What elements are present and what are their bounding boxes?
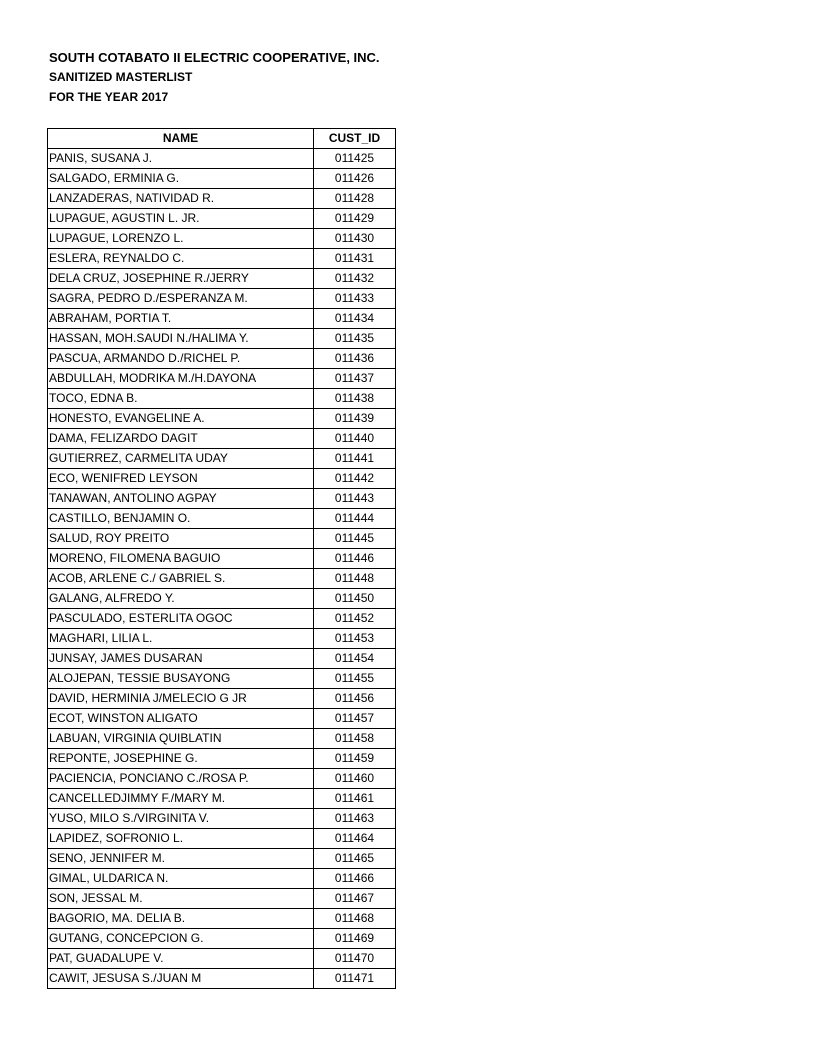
customer-name-cell: ESLERA, REYNALDO C.: [48, 249, 314, 269]
customer-name-cell: CASTILLO, BENJAMIN O.: [48, 509, 314, 529]
customer-name-cell: ECO, WENIFRED LEYSON: [48, 469, 314, 489]
customer-id-cell: 011438: [314, 389, 396, 409]
customer-id-cell: 011431: [314, 249, 396, 269]
column-header-cust-id: CUST_ID: [314, 129, 396, 149]
customer-name-cell: PAT, GUADALUPE V.: [48, 949, 314, 969]
customer-name-cell: PANIS, SUSANA J.: [48, 149, 314, 169]
customer-name-cell: ALOJEPAN, TESSIE BUSAYONG: [48, 669, 314, 689]
table-body: [48, 149, 396, 989]
customer-id-cell: 011455: [314, 669, 396, 689]
table-row: [48, 349, 396, 369]
table-row: [48, 189, 396, 209]
table-row: [48, 929, 396, 949]
customer-name-cell: JUNSAY, JAMES DUSARAN: [48, 649, 314, 669]
customer-name-cell: SAGRA, PEDRO D./ESPERANZA M.: [48, 289, 314, 309]
table-row: [48, 849, 396, 869]
customer-id-cell: 011453: [314, 629, 396, 649]
customer-name-cell: MORENO, FILOMENA BAGUIO: [48, 549, 314, 569]
customer-name-cell: ECOT, WINSTON ALIGATO: [48, 709, 314, 729]
table-row: [48, 589, 396, 609]
table-row: [48, 369, 396, 389]
customer-id-cell: 011445: [314, 529, 396, 549]
table-row: [48, 529, 396, 549]
table-row: [48, 269, 396, 289]
customer-name-cell: CANCELLEDJIMMY F./MARY M.: [48, 789, 314, 809]
table-row: [48, 889, 396, 909]
table-row: [48, 309, 396, 329]
customer-name-cell: SENO, JENNIFER M.: [48, 849, 314, 869]
customer-id-cell: 011469: [314, 929, 396, 949]
customer-name-cell: DAMA, FELIZARDO DAGIT: [48, 429, 314, 449]
customer-name-cell: DAVID, HERMINIA J/MELECIO G JR: [48, 689, 314, 709]
customer-id-cell: 011450: [314, 589, 396, 609]
customer-name-cell: PASCULADO, ESTERLITA OGOC: [48, 609, 314, 629]
customer-id-cell: 011426: [314, 169, 396, 189]
customer-id-cell: 011457: [314, 709, 396, 729]
customer-name-cell: BAGORIO, MA. DELIA B.: [48, 909, 314, 929]
customer-name-cell: LUPAGUE, LORENZO L.: [48, 229, 314, 249]
table-row: [48, 449, 396, 469]
customer-id-cell: 011441: [314, 449, 396, 469]
customer-id-cell: 011456: [314, 689, 396, 709]
table-row: [48, 949, 396, 969]
table-row: [48, 549, 396, 569]
table-row: [48, 689, 396, 709]
table-row: [48, 249, 396, 269]
customer-id-cell: 011435: [314, 329, 396, 349]
table-row: [48, 969, 396, 989]
customer-name-cell: LAPIDEZ, SOFRONIO L.: [48, 829, 314, 849]
document-subtitle: SANITIZED MASTERLIST: [49, 70, 193, 84]
customer-id-cell: 011460: [314, 769, 396, 789]
customer-name-cell: SALGADO, ERMINIA G.: [48, 169, 314, 189]
column-header-name: NAME: [48, 129, 314, 149]
customer-id-cell: 011467: [314, 889, 396, 909]
table-row: [48, 789, 396, 809]
customer-id-cell: 011461: [314, 789, 396, 809]
table-row: [48, 229, 396, 249]
table-row: [48, 609, 396, 629]
customer-name-cell: GIMAL, ULDARICA N.: [48, 869, 314, 889]
customer-id-cell: 011463: [314, 809, 396, 829]
table-row: [48, 409, 396, 429]
customer-id-cell: 011468: [314, 909, 396, 929]
table-row: [48, 169, 396, 189]
customer-id-cell: 011434: [314, 309, 396, 329]
customer-id-cell: 011446: [314, 549, 396, 569]
masterlist-table: [47, 128, 396, 989]
customer-id-cell: 011471: [314, 969, 396, 989]
table-row: [48, 749, 396, 769]
table-row: [48, 509, 396, 529]
table-row: [48, 489, 396, 509]
customer-id-cell: 011454: [314, 649, 396, 669]
table-row: [48, 569, 396, 589]
customer-id-cell: 011436: [314, 349, 396, 369]
customer-name-cell: LUPAGUE, AGUSTIN L. JR.: [48, 209, 314, 229]
customer-name-cell: GALANG, ALFREDO Y.: [48, 589, 314, 609]
customer-id-cell: 011466: [314, 869, 396, 889]
table-row: [48, 629, 396, 649]
customer-id-cell: 011443: [314, 489, 396, 509]
year-line: FOR THE YEAR 2017: [49, 90, 169, 104]
customer-name-cell: REPONTE, JOSEPHINE G.: [48, 749, 314, 769]
customer-id-cell: 011448: [314, 569, 396, 589]
table-row: [48, 709, 396, 729]
customer-id-cell: 011452: [314, 609, 396, 629]
table-row: [48, 329, 396, 349]
table-row: [48, 429, 396, 449]
customer-id-cell: 011464: [314, 829, 396, 849]
table-row: [48, 389, 396, 409]
customer-id-cell: 011429: [314, 209, 396, 229]
customer-id-cell: 011430: [314, 229, 396, 249]
table-header-row: [48, 129, 396, 149]
table-row: [48, 809, 396, 829]
customer-name-cell: PACIENCIA, PONCIANO C./ROSA P.: [48, 769, 314, 789]
table-row: [48, 469, 396, 489]
customer-name-cell: YUSO, MILO S./VIRGINITA V.: [48, 809, 314, 829]
customer-name-cell: LABUAN, VIRGINIA QUIBLATIN: [48, 729, 314, 749]
table-row: [48, 669, 396, 689]
customer-id-cell: 011440: [314, 429, 396, 449]
customer-name-cell: ACOB, ARLENE C./ GABRIEL S.: [48, 569, 314, 589]
table-row: [48, 649, 396, 669]
table-row: [48, 289, 396, 309]
customer-id-cell: 011458: [314, 729, 396, 749]
customer-name-cell: GUTANG, CONCEPCION G.: [48, 929, 314, 949]
customer-name-cell: SON, JESSAL M.: [48, 889, 314, 909]
customer-name-cell: ABDULLAH, MODRIKA M./H.DAYONA: [48, 369, 314, 389]
customer-id-cell: 011459: [314, 749, 396, 769]
table-row: [48, 729, 396, 749]
customer-id-cell: 011439: [314, 409, 396, 429]
customer-id-cell: 011470: [314, 949, 396, 969]
customer-name-cell: SALUD, ROY PREITO: [48, 529, 314, 549]
customer-id-cell: 011433: [314, 289, 396, 309]
customer-id-cell: 011432: [314, 269, 396, 289]
customer-name-cell: ABRAHAM, PORTIA T.: [48, 309, 314, 329]
customer-id-cell: 011425: [314, 149, 396, 169]
customer-name-cell: DELA CRUZ, JOSEPHINE R./JERRY: [48, 269, 314, 289]
table-row: [48, 909, 396, 929]
customer-id-cell: 011465: [314, 849, 396, 869]
customer-id-cell: 011444: [314, 509, 396, 529]
customer-id-cell: 011428: [314, 189, 396, 209]
table-row: [48, 149, 396, 169]
table-row: [48, 769, 396, 789]
customer-id-cell: 011437: [314, 369, 396, 389]
table-row: [48, 209, 396, 229]
customer-name-cell: TANAWAN, ANTOLINO AGPAY: [48, 489, 314, 509]
customer-name-cell: HASSAN, MOH.SAUDI N./HALIMA Y.: [48, 329, 314, 349]
customer-name-cell: GUTIERREZ, CARMELITA UDAY: [48, 449, 314, 469]
table-row: [48, 829, 396, 849]
table-row: [48, 869, 396, 889]
customer-name-cell: HONESTO, EVANGELINE A.: [48, 409, 314, 429]
customer-name-cell: PASCUA, ARMANDO D./RICHEL P.: [48, 349, 314, 369]
customer-name-cell: CAWIT, JESUSA S./JUAN M: [48, 969, 314, 989]
company-title: SOUTH COTABATO II ELECTRIC COOPERATIVE, INC.: [49, 50, 380, 65]
customer-id-cell: 011442: [314, 469, 396, 489]
customer-name-cell: MAGHARI, LILIA L.: [48, 629, 314, 649]
customer-name-cell: TOCO, EDNA B.: [48, 389, 314, 409]
customer-name-cell: LANZADERAS, NATIVIDAD R.: [48, 189, 314, 209]
